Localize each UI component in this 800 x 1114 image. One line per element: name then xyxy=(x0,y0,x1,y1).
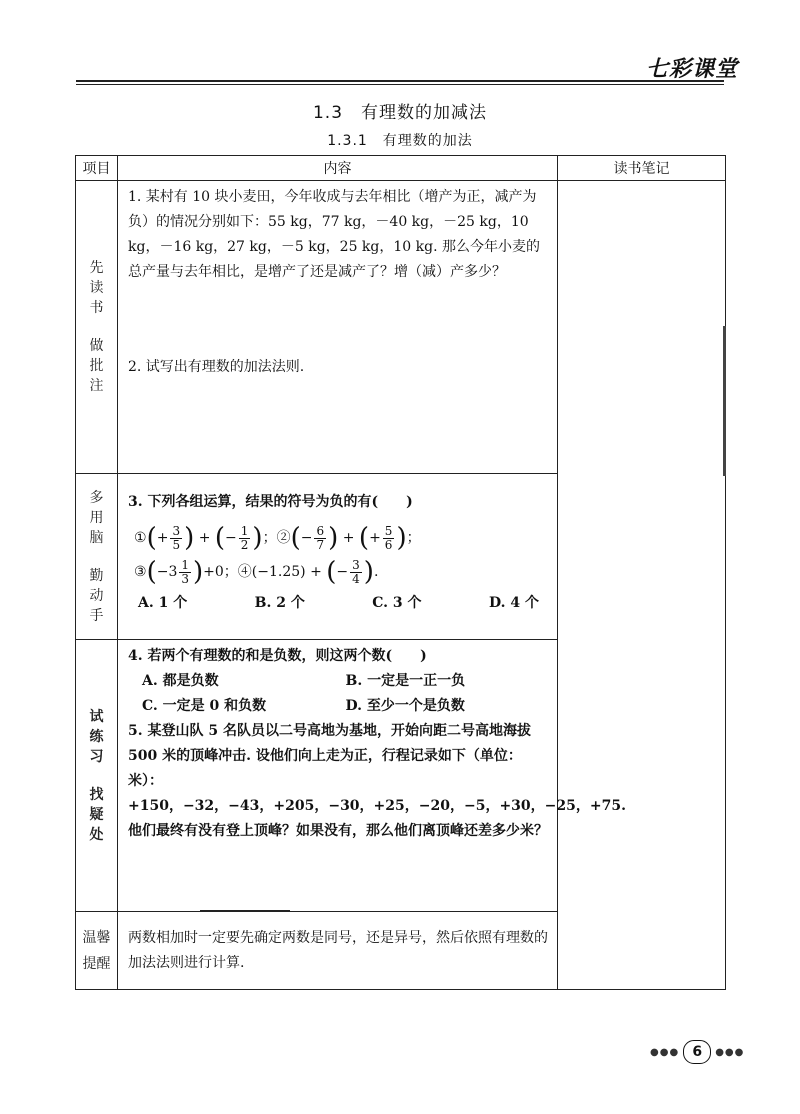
question-4-options xyxy=(128,669,549,719)
subsection-title: 1.3.1 有理数的加法 xyxy=(327,133,473,149)
question-3-options xyxy=(128,591,549,616)
question-3-expr-line2: ③(−3 $\frac{1}{3}$ )+0；④(−1.25) + (− $\frac{3}{4}$ ). xyxy=(134,557,379,587)
content-read xyxy=(118,181,558,474)
page-number-value: 6 xyxy=(683,1040,711,1064)
row-label-read: 先 读 书 做 批 注 xyxy=(76,181,118,474)
page-number xyxy=(650,1040,744,1064)
option-a: A. 都是负数 xyxy=(142,673,219,689)
content-practice xyxy=(118,640,626,912)
tip-text: 两数相加时一定要先确定两数是同号，还是异号，然后依照有理数的加法法则进行计算. xyxy=(128,929,548,971)
header-rule xyxy=(76,80,724,82)
content-think xyxy=(118,474,558,640)
question-3-expr-line1: ①(+ $\frac{3}{5}$ ) + (− $\frac{1}{2}$ )；②(− $\frac{6}{7}$ ) + (+ $\frac{5}{6}$ )； xyxy=(134,523,421,553)
question-5: 5. 某登山队 5 名队员以二号高地为基地，开始向距二号高地海拔 500 米的顶峰冲击. 设他们向上走为正，行程记录如下（单位：米）：+150，−32，−43，+205，−30，+25，−20，−5，+30，−25，+75. 他们最终有没有登上顶峰？如果没有，那么他们离顶峰还差多少米？ xyxy=(128,723,626,839)
col-header-notes: 读书笔记 xyxy=(558,156,726,181)
content-tip xyxy=(118,912,558,990)
header-rule-thin xyxy=(76,84,724,85)
option-b: B. 一定是一正一负 xyxy=(345,673,466,689)
col-header-item: 项目 xyxy=(76,156,118,181)
dots-right-icon: ●●● xyxy=(715,1046,745,1058)
option-c: C. 一定是 0 和负数 xyxy=(142,698,267,714)
option-c: C. 3 个 xyxy=(372,595,422,611)
question-3: 3. 下列各组运算，结果的符号为负的有( ) xyxy=(128,494,413,510)
scrollbar[interactable] xyxy=(723,326,726,476)
brand-logo: 七彩课堂 xyxy=(645,57,738,82)
row-label-think: 多 用 脑 勤 动 手 xyxy=(76,474,118,640)
option-d: D. 至少一个是负数 xyxy=(345,698,465,714)
row-label-practice: 试 练 习 找 疑 处 xyxy=(76,640,118,912)
col-header-content: 内容 xyxy=(118,156,558,181)
section-title: 1.3 有理数的加减法 xyxy=(312,103,488,123)
question-4: 4. 若两个有理数的和是负数，则这两个数( ) xyxy=(128,648,427,664)
divider-line xyxy=(200,910,290,911)
dots-left-icon: ●●● xyxy=(650,1046,680,1058)
row-read xyxy=(76,181,726,474)
study-table xyxy=(75,155,726,990)
question-1: 1. 某村有 10 块小麦田，今年收成与去年相比（增产为正，减产为负）的情况分别如下：55 kg，77 kg，－40 kg，－25 kg，10 kg，－16 kg，27 kg，－5 kg，25 kg，10 kg. 那么今年小麦的总产量与去年相比，是增产了还是减产了？增（减）产多少？ xyxy=(128,189,540,280)
option-a: A. 1 个 xyxy=(138,595,188,611)
row-label-tip: 温馨 提醒 xyxy=(76,912,118,990)
option-b: B. 2 个 xyxy=(254,595,305,611)
notes-column[interactable] xyxy=(558,181,726,990)
header-row xyxy=(76,156,726,181)
option-d: D. 4 个 xyxy=(488,595,539,611)
question-2: 2. 试写出有理数的加法法则. xyxy=(128,359,305,375)
